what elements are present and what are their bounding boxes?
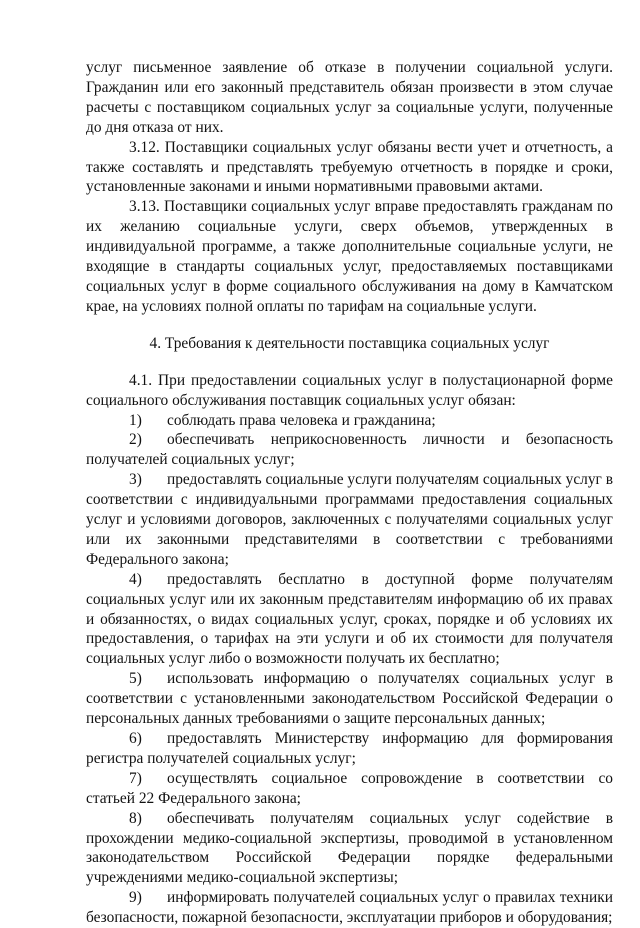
list-item-number: 4) — [129, 570, 167, 590]
list-item — [86, 411, 613, 431]
list-item — [86, 430, 613, 470]
list-item — [86, 470, 613, 570]
list-item-text: обеспечивать неприкосновенность личности и безопасность получателей социальных услуг; — [86, 431, 613, 468]
list-item — [86, 888, 613, 928]
list-item-text: предоставлять Министерству информацию для формирования регистра получателей социальных услуг; — [86, 730, 613, 767]
list-item-number: 8) — [129, 809, 167, 829]
list-item — [86, 769, 613, 809]
list-item — [86, 809, 613, 889]
list-item-number: 9) — [129, 888, 167, 908]
list-item-number: 2) — [129, 430, 167, 450]
list-item — [86, 669, 613, 729]
list-item — [86, 570, 613, 670]
list-item-number: 1) — [129, 411, 167, 431]
list-item — [86, 729, 613, 769]
requirements-list — [86, 411, 613, 928]
section-heading: 4. Требования к деятельности поставщика социальных услуг — [86, 334, 613, 354]
list-item-text: осуществлять социальное сопровождение в соответствии со статьей 22 Федерального закона; — [86, 770, 613, 807]
document-page — [86, 58, 613, 928]
paragraph-3-12: 3.12. Поставщики социальных услуг обязаны вести учет и отчетность, а также составлять и представлять требуемую отчетность в порядке и сроки, установленные законами и иными нормативными правовыми актами. — [86, 138, 613, 198]
list-item-number: 5) — [129, 669, 167, 689]
list-item-number: 6) — [129, 729, 167, 749]
list-item-text: предоставлять социальные услуги получателям социальных услуг в соответствии с индивидуальными программами предоставления социальных услуг и условиями договоров, заключенных с получателями социальных услуг или их законными представителями в соответствии с требованиями Федерального закона; — [86, 471, 613, 568]
list-item-text: обеспечивать получателям социальных услуг содействие в прохождении медико-социальной экспертизы, проводимой в установленном законодательством Российской Федерации порядке федеральными учреждениями медико-социальной экспертизы; — [86, 810, 613, 887]
list-item-number: 3) — [129, 470, 167, 490]
paragraph-continuation: услуг письменное заявление об отказе в получении социальной услуги. Гражданин или его законный представитель обязан произвести в этом случае расчеты с поставщиком социальных услуг за социальные услуги, полученные до дня отказа от них. — [86, 58, 613, 138]
list-item-text: соблюдать права человека и гражданина; — [167, 412, 436, 429]
list-item-text: информировать получателей социальных услуг о правилах техники безопасности, пожарной безопасности, эксплуатации приборов и оборудования; — [86, 889, 613, 926]
paragraph-3-13: 3.13. Поставщики социальных услуг вправе предоставлять гражданам по их желанию социальные услуги, сверх объемов, утвержденных в индивидуальной программе, а также дополнительные социальные услуги, не входящие в стандарты социальных услуг, предоставляемых поставщиками социальных услуг в форме социального обслуживания на дому в Камчатском крае, на условиях полной оплаты по тарифам на социальные услуги. — [86, 197, 613, 316]
list-item-number: 7) — [129, 769, 167, 789]
list-item-text: использовать информацию о получателях социальных услуг в соответствии с установленными законодательством Российской Федерации о персональных данных требованиями о защите персональных данных; — [86, 670, 613, 727]
paragraph-4-1: 4.1. При предоставлении социальных услуг в полустационарной форме социального обслуживания поставщик социальных услуг обязан: — [86, 371, 613, 411]
list-item-text: предоставлять бесплатно в доступной форме получателям социальных услуг или их законным представителям информацию об их правах и обязанностях, о видах социальных услуг, сроках, порядке и об условиях их предоставления, о тарифах на эти услуги и об их стоимости для получателя социальных услуг либо о возможности получать их бесплатно; — [86, 571, 613, 668]
